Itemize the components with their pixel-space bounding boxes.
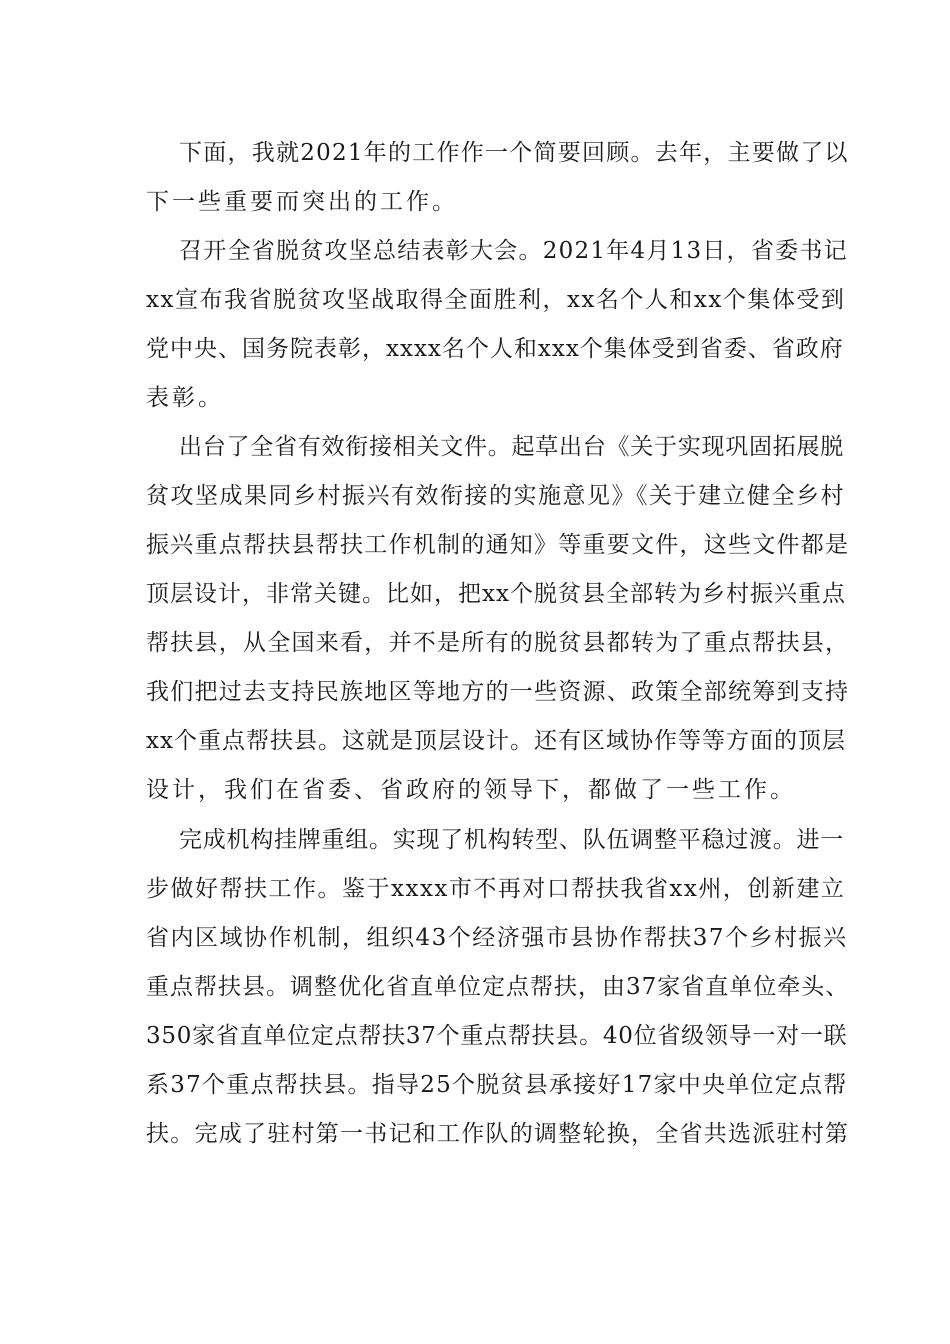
paragraph-2-line-1: 召开全省脱贫攻坚总结表彰大会。2021年4月13日，省委书记 (179, 238, 848, 264)
paragraph-4-line-2: 步做好帮扶工作。鉴于xxxx市不再对口帮扶我省xx州，创新建立 (146, 876, 846, 902)
paragraph-4-line-3: 省内区域协作机制，组织43个经济强市县协作帮扶37个乡村振兴 (146, 925, 848, 951)
paragraph-4-line-7: 扶。完成了驻村第一书记和工作队的调整轮换，全省共选派驻村第 (146, 1121, 850, 1147)
paragraph-2-line-4: 表彰。 (146, 385, 224, 411)
paragraph-2-line-2: xx宣布我省脱贫攻坚战取得全面胜利，xx名个人和xx个集体受到 (146, 287, 846, 313)
paragraph-3-line-3: 振兴重点帮扶县帮扶工作机制的通知》等重要文件，这些文件都是 (146, 532, 850, 558)
paragraph-1-line-1: 下面，我就2021年的工作作一个简要回顾。去年，主要做了以 (179, 140, 849, 166)
paragraph-3-line-4: 顶层设计，非常关键。比如，把xx个脱贫县全部转为乡村振兴重点 (146, 581, 846, 607)
paragraph-3-line-7: xx个重点帮扶县。这就是顶层设计。还有区域协作等等方面的顶层 (146, 728, 846, 754)
paragraph-3-line-8: 设计，我们在省委、省政府的领导下，都做了一些工作。 (146, 777, 796, 803)
paragraph-4-line-1: 完成机构挂牌重组。实现了机构转型、队伍调整平稳过渡。进一 (179, 827, 844, 853)
paragraph-2-line-3: 党中央、国务院表彰，xxxx名个人和xxx个集体受到省委、省政府 (146, 336, 844, 362)
paragraph-4-line-5: 350家省直单位定点帮扶37个重点帮扶县。40位省级领导一对一联 (146, 1023, 848, 1049)
paragraph-1-line-2: 下一些重要而突出的工作。 (146, 189, 458, 215)
paragraph-4-line-4: 重点帮扶县。调整优化省直单位定点帮扶，由37家省直单位牵头、 (146, 974, 850, 1000)
paragraph-3-line-5: 帮扶县，从全国来看，并不是所有的脱贫县都转为了重点帮扶县， (146, 630, 850, 656)
paragraph-4-line-6: 系37个重点帮扶县。指导25个脱贫县承接好17家中央单位定点帮 (146, 1072, 848, 1098)
paragraph-3-line-1: 出台了全省有效衔接相关文件。起草出台《关于实现巩固拓展脱 (179, 434, 844, 460)
paragraph-3-line-6: 我们把过去支持民族地区等地方的一些资源、政策全部统筹到支持 (146, 679, 850, 705)
paragraph-3-line-2: 贫攻坚成果同乡村振兴有效衔接的实施意见》《关于建立健全乡村 (146, 483, 845, 509)
